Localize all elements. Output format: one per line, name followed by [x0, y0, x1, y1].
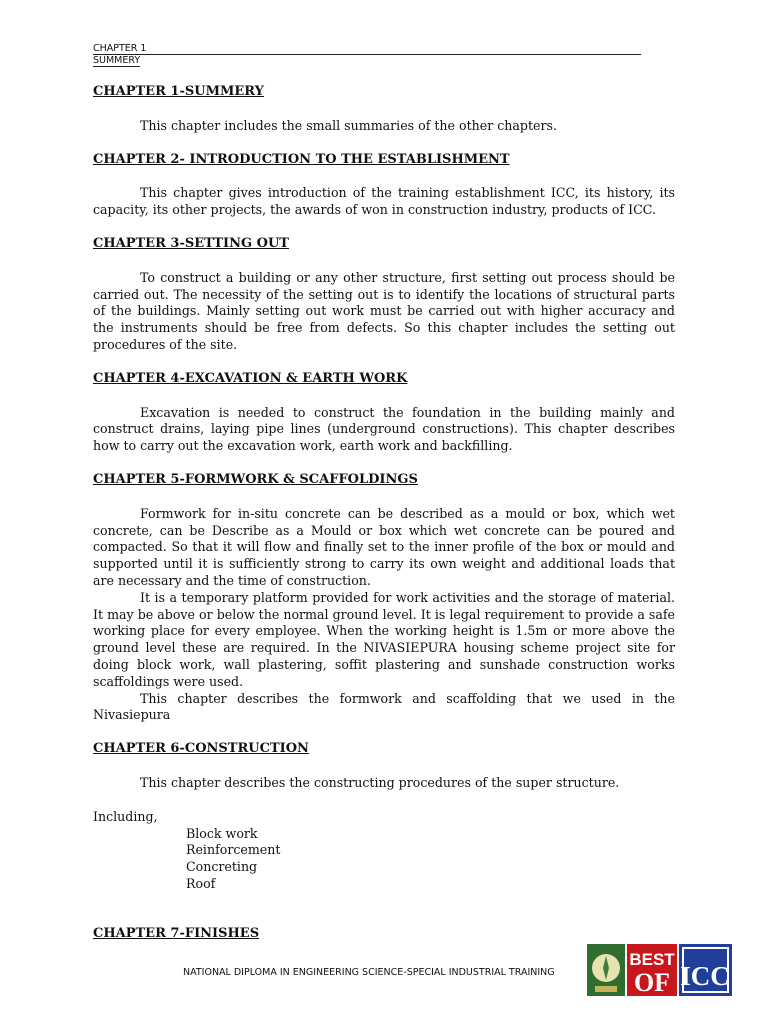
including-label: Including,: [93, 808, 158, 824]
chapter-5-paragraph-scaffolding: It is a temporary platform provided for work activities and the storage of material. It may be above or below the normal ground level. It is legal requirement to provide a safe working place for every employee. When the working height is 1.5m or more above the ground level these are required. In the NIVASIEPURA housing scheme project site for doing block work, wall plastering, soffit plastering and sunshade construction works scaffoldings were used.: [93, 589, 675, 689]
chapter-4-paragraph: Excavation is needed to construct the foundation in the building mainly and construct drains, laying pipe lines (underground constructions). This chapter describes how to carry out the excavation work, earth work and backfilling.: [93, 404, 675, 454]
best-of-icc-logo: [587, 944, 732, 996]
chapter-6-paragraph: This chapter describes the constructing procedures of the super structure.: [140, 774, 620, 790]
running-header-chapter: CHAPTER 1: [93, 43, 641, 55]
running-header-title-text: SUMMERY: [93, 55, 141, 66]
list-item: Roof: [186, 875, 216, 891]
of-text: OF: [633, 968, 671, 996]
construction-items-list: [93, 826, 675, 893]
list-item: Block work: [186, 825, 258, 841]
chapter-2-heading: CHAPTER 2- INTRODUCTION TO THE ESTABLISHMENT: [93, 151, 510, 167]
document-body: [93, 84, 675, 942]
list-item: Reinforcement: [186, 842, 281, 858]
chapter-2-paragraph: This chapter gives introduction of the training establishment ICC, its history, its capacity, its other projects, the awards of won in construction industry, products of ICC.: [93, 185, 675, 218]
chapter-5-heading: CHAPTER 5-FORMWORK & SCAFFOLDINGS: [93, 471, 418, 487]
chapter-1-paragraph: This chapter includes the small summaries of the other chapters.: [140, 117, 557, 133]
list-item: Concreting: [186, 859, 258, 875]
chapter-3-paragraph: To construct a building or any other structure, first setting out process should be carried out. The necessity of the setting out is to identify the locations of structural parts of the buildings. Mainly setting out work must be carried out with higher accuracy and the instruments should be free from defects. So this chapter includes the setting out procedures of the site.: [93, 269, 675, 352]
page-footer: NATIONAL DIPLOMA IN ENGINEERING SCIENCE-SPECIAL INDUSTRIAL TRAINING: [183, 967, 555, 978]
chapter-5-paragraph-formwork: Formwork for in-situ concrete can be described as a mould or box, which wet concrete, can be Describe as a Mould or box which wet concrete can be poured and compacted. So that it will flow and finally set to the inner profile of the box or mould and supported until it is sufficiently strong to carry its own weight and additional loads that are necessary and the time of construction.: [93, 505, 675, 588]
best-text: BEST: [629, 950, 675, 969]
chapter-1-heading: CHAPTER 1-SUMMERY: [93, 84, 264, 99]
chapter-7-heading: CHAPTER 7-FINISHES: [93, 925, 260, 941]
chapter-6-heading: CHAPTER 6-CONSTRUCTION: [93, 741, 309, 757]
running-header-title: [93, 55, 641, 66]
chapter-3-heading: CHAPTER 3-SETTING OUT: [93, 235, 289, 251]
chapter-4-heading: CHAPTER 4-EXCAVATION & EARTH WORK: [93, 370, 408, 386]
chapter-5-paragraph-summary: This chapter describes the formwork and scaffolding that we used in the Nivasiepura: [93, 690, 675, 723]
icc-text: ICC: [680, 961, 730, 991]
